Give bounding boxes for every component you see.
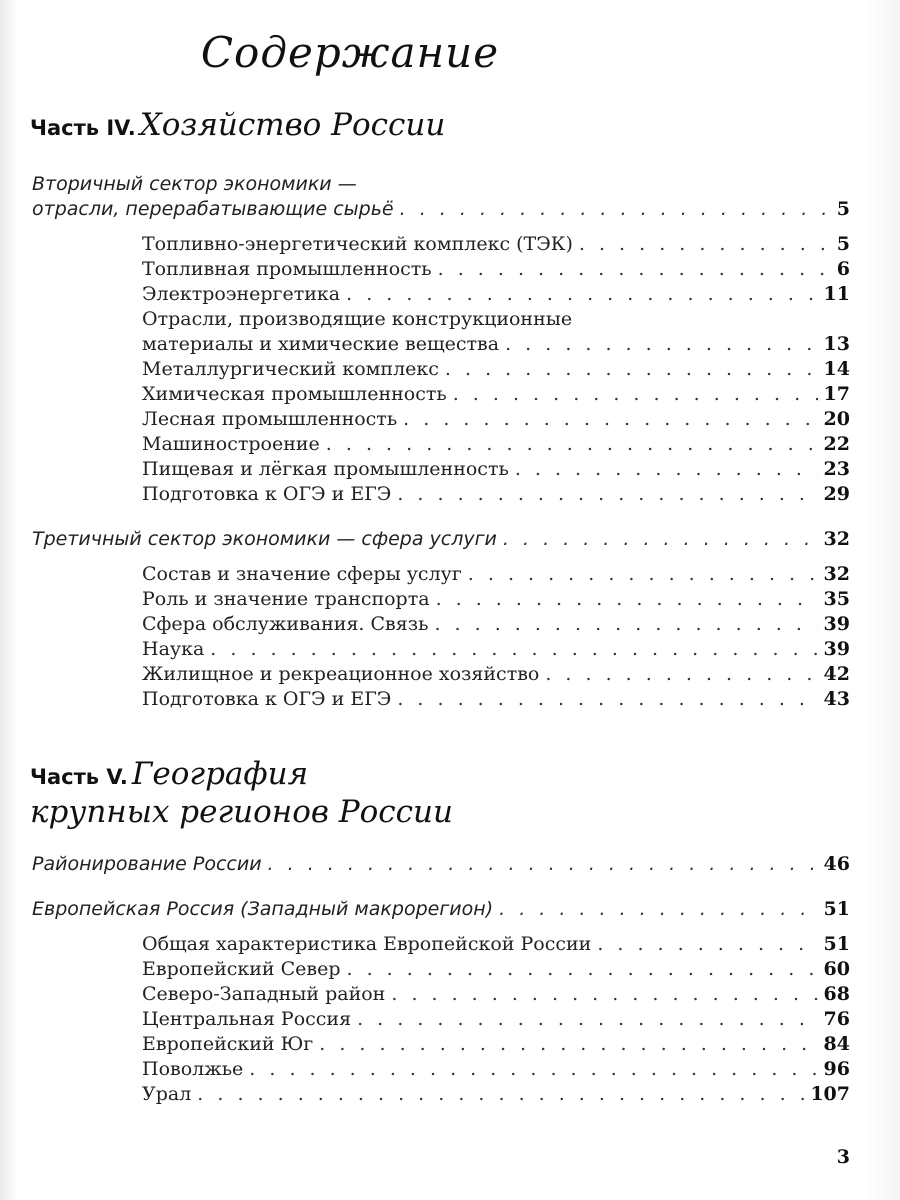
toc-entry[interactable] xyxy=(0,1032,900,1057)
toc-entry[interactable] xyxy=(0,662,900,687)
dot-leader xyxy=(403,407,817,432)
dot-leader xyxy=(499,897,817,922)
dot-leader xyxy=(438,257,831,282)
page-number: 17 xyxy=(823,383,850,405)
toc-entry[interactable] xyxy=(0,1082,900,1107)
dot-leader xyxy=(505,332,817,357)
toc-entry-label: Европейский Юг xyxy=(142,1033,314,1055)
toc-entry-label: Подготовка к ОГЭ и ЕГЭ xyxy=(142,483,392,505)
toc-entry[interactable] xyxy=(0,382,900,407)
page-number: 76 xyxy=(823,1008,850,1030)
page-number: 51 xyxy=(823,933,850,955)
dot-leader xyxy=(445,357,818,382)
dot-leader xyxy=(326,432,818,457)
toc-entry-label: Химическая промышленность xyxy=(142,383,447,405)
toc-entry[interactable] xyxy=(0,482,900,507)
toc-entry-label: Пищевая и лёгкая промышленность xyxy=(142,458,509,480)
toc-entry-label: Электроэнергетика xyxy=(142,283,341,305)
page-number: 68 xyxy=(823,983,850,1005)
part-4-heading xyxy=(30,106,445,144)
page-number: 23 xyxy=(823,458,850,480)
toc-entry-label: Топливно-энергетический комплекс (ТЭК) xyxy=(142,233,573,255)
toc-entry-label: Сфера обслуживания. Связь xyxy=(142,613,429,635)
toc-entry[interactable] xyxy=(0,457,900,482)
toc-entry[interactable] xyxy=(0,282,900,307)
dot-leader xyxy=(319,1032,817,1057)
dot-leader xyxy=(197,1082,804,1107)
page-number: 84 xyxy=(823,1033,850,1055)
part-4-label: Часть IV. xyxy=(30,116,136,140)
page-number: 5 xyxy=(836,198,850,220)
dot-leader xyxy=(468,562,818,587)
dot-leader xyxy=(579,232,831,257)
dot-leader xyxy=(391,982,817,1007)
section-tertiary-label: Третичный сектор экономики — сфера услуги xyxy=(32,528,497,550)
toc-entry-label: Машиностроение xyxy=(142,433,320,455)
toc-entry-label: Европейский Север xyxy=(142,958,341,980)
dot-leader xyxy=(346,282,817,307)
toc-entry[interactable] xyxy=(0,982,900,1007)
page-number: 35 xyxy=(823,588,850,610)
toc-entry-label: Жилищное и рекреационное хозяйство xyxy=(142,663,540,685)
part-5-heading xyxy=(30,755,453,831)
toc-entry[interactable] xyxy=(0,1007,900,1032)
toc-entry[interactable] xyxy=(0,562,900,587)
toc-entry[interactable] xyxy=(0,407,900,432)
toc-entry-label: Топливная промышленность xyxy=(142,258,432,280)
page-number: 20 xyxy=(823,408,850,430)
dot-leader xyxy=(436,587,818,612)
section-european-russia[interactable] xyxy=(0,897,900,922)
page-number: 43 xyxy=(823,688,850,710)
toc-entry[interactable] xyxy=(0,232,900,257)
dot-leader xyxy=(268,852,818,877)
page-number: 13 xyxy=(823,333,850,355)
dot-leader xyxy=(249,1057,817,1082)
part-5-title-line1: География xyxy=(131,756,309,792)
toc-entry-label: Подготовка к ОГЭ и ЕГЭ xyxy=(142,688,392,710)
toc-entry[interactable] xyxy=(0,257,900,282)
dot-leader xyxy=(210,637,817,662)
dot-leader xyxy=(545,662,817,687)
part-5-label: Часть V. xyxy=(30,765,128,789)
page-number: 60 xyxy=(823,958,850,980)
section-secondary-line2: отрасли, перерабатывающие сырьё xyxy=(32,198,394,220)
page-number: 6 xyxy=(836,258,850,280)
section-regionalization[interactable] xyxy=(0,852,900,877)
toc-entry[interactable] xyxy=(0,587,900,612)
toc-entry[interactable] xyxy=(0,432,900,457)
toc-entry[interactable] xyxy=(0,687,900,712)
toc-entry-label: Состав и значение сферы услуг xyxy=(142,563,462,585)
page-number: 5 xyxy=(836,233,850,255)
dot-leader xyxy=(347,957,818,982)
toc-entry-label: Урал xyxy=(142,1083,192,1105)
toc-entry[interactable] xyxy=(0,957,900,982)
page-title: Содержание xyxy=(200,28,500,77)
toc-entry[interactable] xyxy=(0,932,900,957)
page-number: 14 xyxy=(823,358,850,380)
dot-leader xyxy=(400,197,831,222)
toc-entry-label: Наука xyxy=(142,638,205,660)
toc-entry-label-line1: Отрасли, производящие конструкционные xyxy=(142,308,573,330)
toc-entry[interactable] xyxy=(0,357,900,382)
section-regionalization-label: Районирование России xyxy=(32,853,262,875)
dot-leader xyxy=(597,932,817,957)
page-number: 39 xyxy=(823,638,850,660)
toc-entry[interactable] xyxy=(0,332,900,357)
toc-entry-label: Северо-Западный район xyxy=(142,983,386,1005)
toc-entry-label: Центральная Россия xyxy=(142,1008,352,1030)
page-number: 22 xyxy=(823,433,850,455)
page-number: 107 xyxy=(810,1083,850,1105)
toc-entry[interactable] xyxy=(0,637,900,662)
toc-entry-label: Роль и значение транспорта xyxy=(142,588,430,610)
toc-entry-label: материалы и химические вещества xyxy=(142,333,500,355)
dot-leader xyxy=(503,527,818,552)
page-number: 32 xyxy=(823,563,850,585)
section-tertiary[interactable] xyxy=(0,527,900,552)
toc-entry-label: Металлургический комплекс xyxy=(142,358,439,380)
toc-entry-label: Общая характеристика Европейской России xyxy=(142,933,592,955)
page-number: 46 xyxy=(823,853,850,875)
folio-page-number: 3 xyxy=(836,1146,850,1168)
dot-leader xyxy=(397,482,817,507)
page-number: 39 xyxy=(823,613,850,635)
dot-leader xyxy=(453,382,818,407)
toc-entry-label: Поволжье xyxy=(142,1058,244,1080)
page-number: 32 xyxy=(823,528,850,550)
dot-leader xyxy=(434,612,817,637)
dot-leader xyxy=(515,457,818,482)
dot-leader xyxy=(357,1007,817,1032)
section-european-russia-label: Европейская Россия (Западный макрорегион) xyxy=(32,898,494,920)
toc-entry[interactable] xyxy=(0,1057,900,1082)
page-number: 29 xyxy=(823,483,850,505)
section-secondary-line1: Вторичный сектор экономики — xyxy=(32,173,357,195)
dot-leader xyxy=(397,687,817,712)
part-4-title: Хозяйство России xyxy=(139,107,446,143)
page-number: 11 xyxy=(823,283,850,305)
part-5-title-line2: крупных регионов России xyxy=(30,794,453,830)
page-number: 51 xyxy=(823,898,850,920)
section-secondary[interactable] xyxy=(0,197,900,222)
page-number: 42 xyxy=(823,663,850,685)
toc-entry-label: Лесная промышленность xyxy=(142,408,398,430)
page-number: 96 xyxy=(823,1058,850,1080)
toc-entry[interactable] xyxy=(0,612,900,637)
